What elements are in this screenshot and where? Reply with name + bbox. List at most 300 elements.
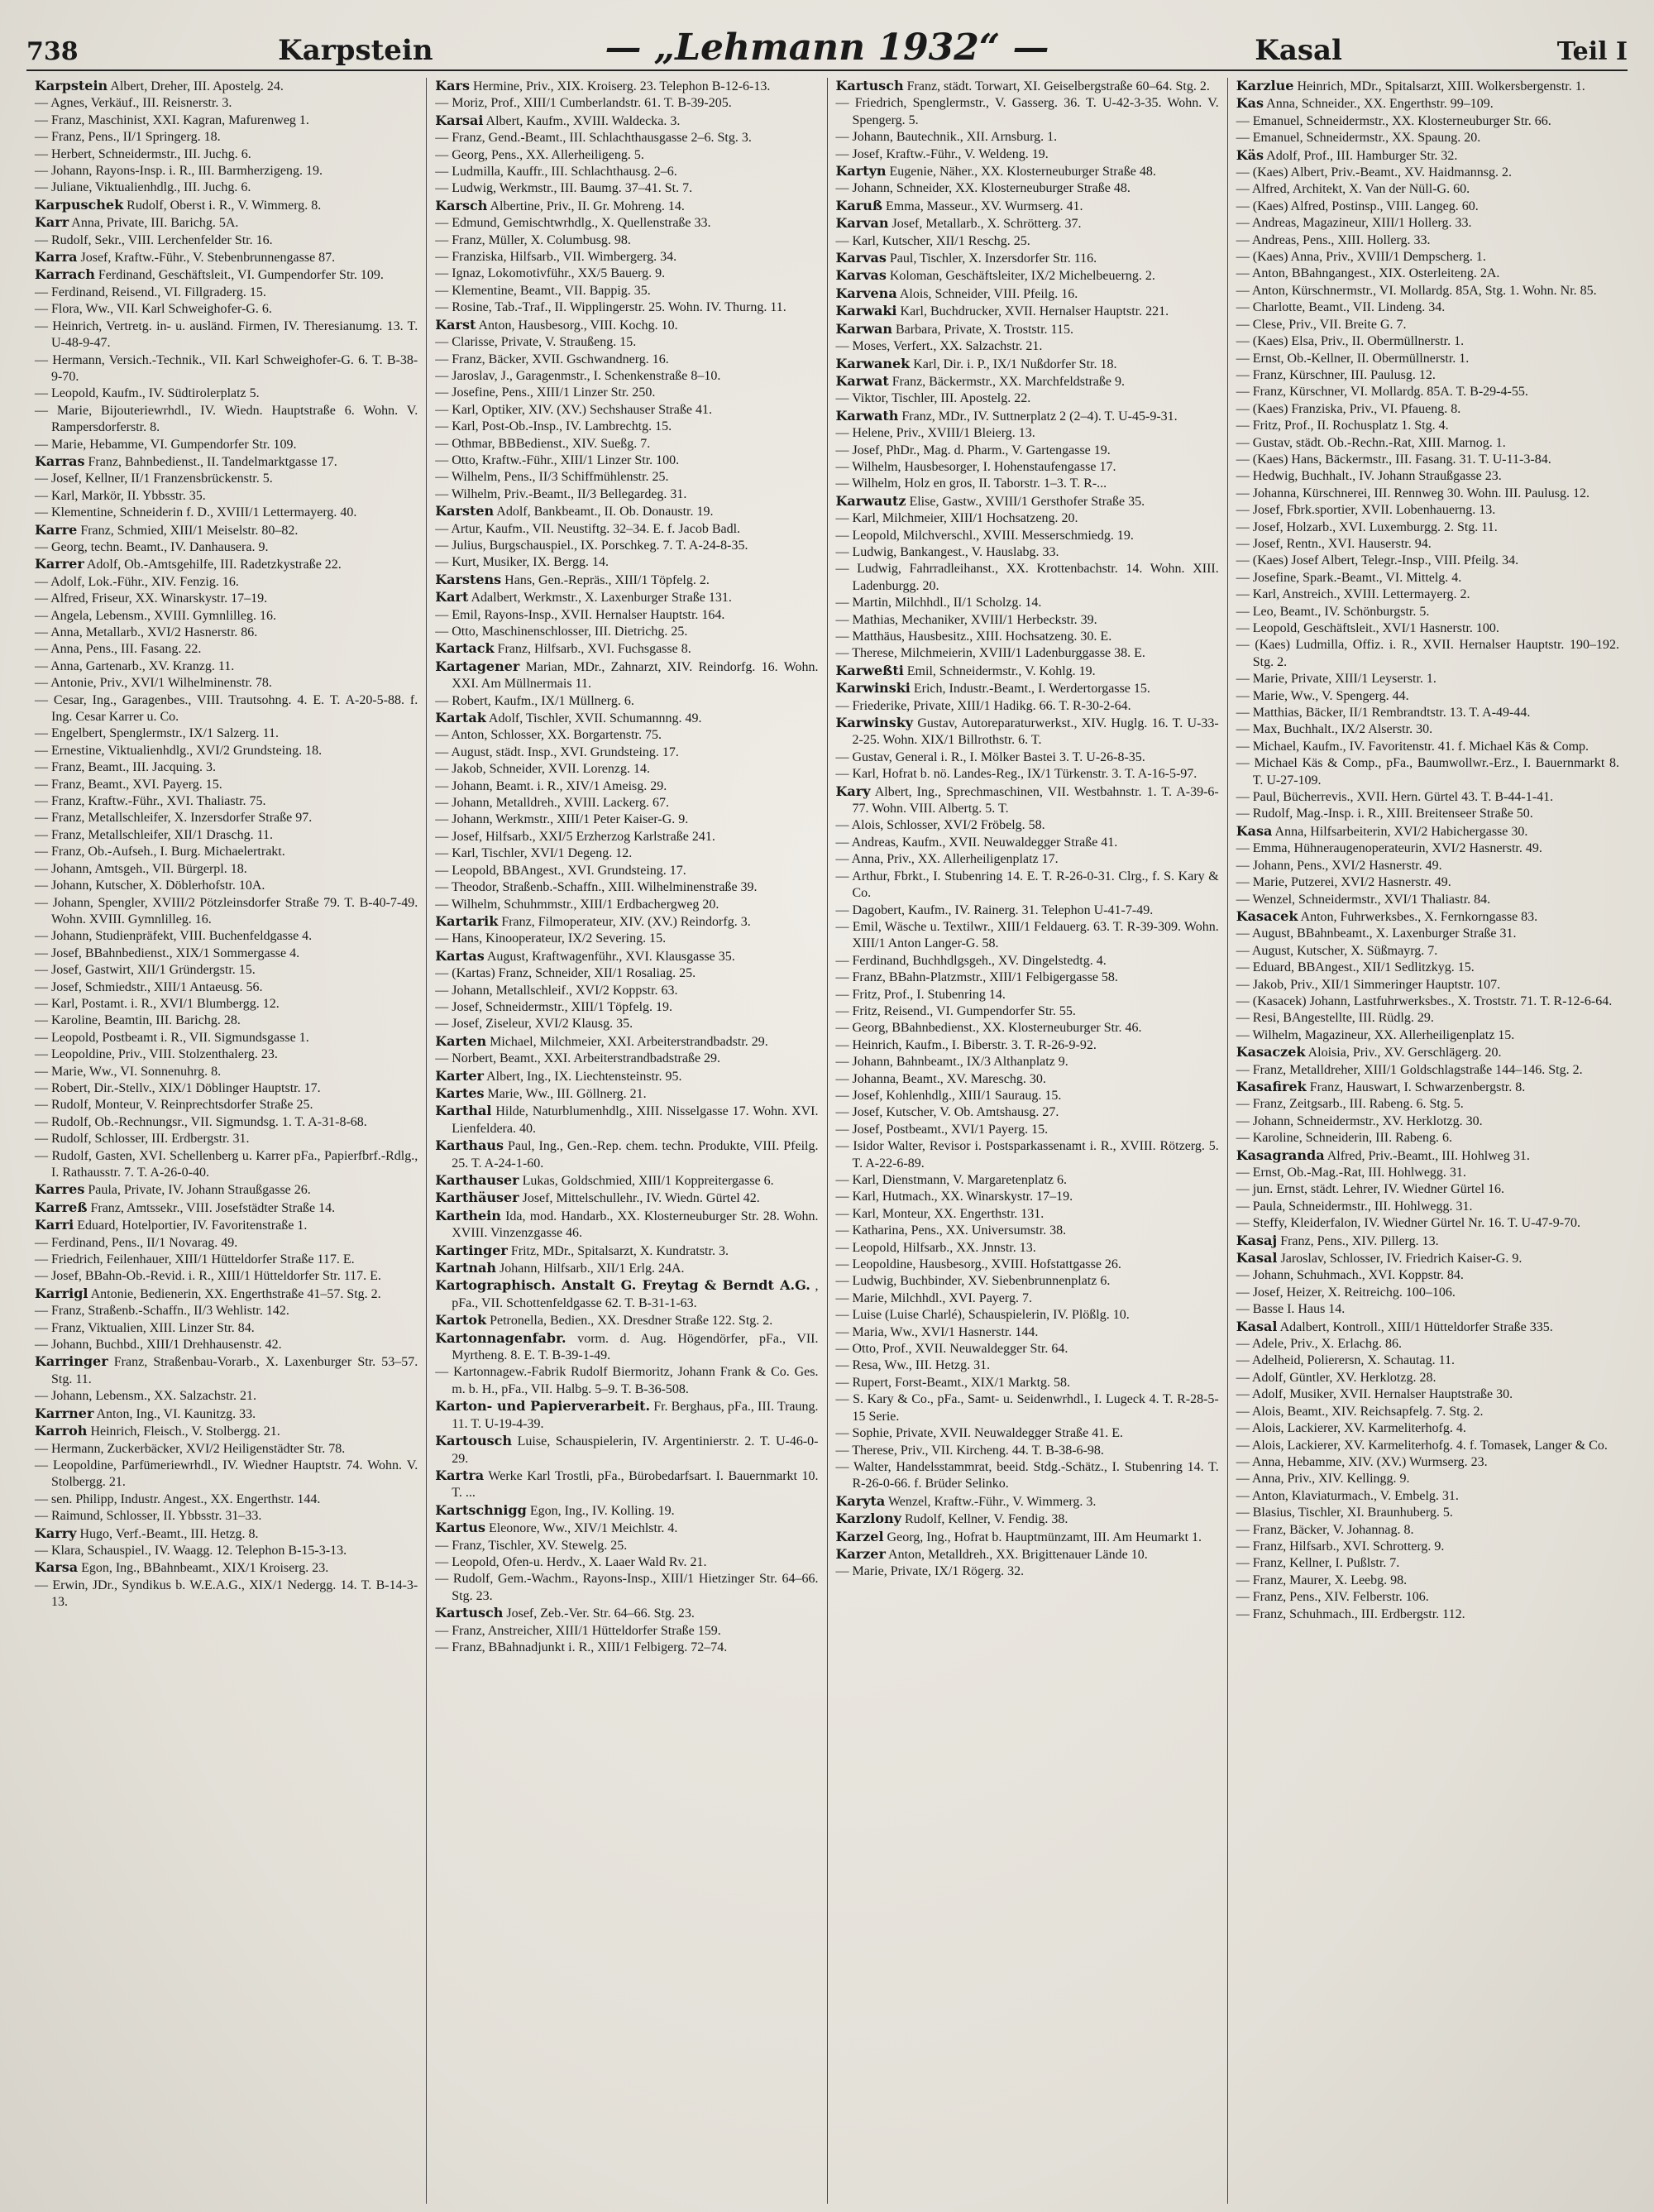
entry-details: — Otto, Maschinenschlosser, III. Dietrichg. 25. <box>435 625 688 639</box>
entry-details: — Johann, Pens., XVI/2 Hasnerstr. 49. <box>1236 858 1442 873</box>
entry-details: Anna, Schneider., XX. Engerthstr. 99–109. <box>1266 97 1494 112</box>
entry-details: — Rudolf, Sekr., VIII. Lerchenfelder Str. 16. <box>35 232 273 247</box>
entry-details: — Franz, BBahnadjunkt i. R., XIII/1 Felbigerg. 72–74. <box>435 1640 728 1654</box>
entry-details: — Raimund, Schlosser, II. Ybbsstr. 31–33. <box>35 1509 262 1524</box>
entry-details: — Heinrich, Vertretg. in- u. ausländ. Firmen, IV. Theresianumg. 13. T. U-48-9-47. <box>35 318 418 351</box>
directory-entry <box>35 266 418 284</box>
entry-details: Franz, Bäckermstr., XX. Marchfeldstraße 9. <box>892 374 1125 389</box>
entry-surname: Karsa <box>35 1559 79 1576</box>
entry-details: — (Kartas) Franz, Schneider, XII/1 Rosaliag. 25. <box>435 966 696 981</box>
entry-surname: Karsai <box>435 112 484 128</box>
entry-details: — Leopoldine, Priv., VIII. Stolzenthalerg. 23. <box>35 1047 278 1062</box>
directory-entry <box>1236 1606 1619 1623</box>
directory-entry <box>35 1303 418 1319</box>
entry-details: — Karl, Milchmeier, XIII/1 Hochsatzeng. 20. <box>835 511 1078 526</box>
entry-details: Anton, Metalldreh., XX. Brigittenauer Lände 10. <box>888 1547 1148 1562</box>
entry-surname: Karthaus <box>435 1137 504 1154</box>
entry-details: Michael, Milchmeier, XXI. Arbeiterstrandbadstr. 29. <box>490 1034 768 1049</box>
entry-details: — Maria, Ww., XVI/1 Hasnerstr. 144. <box>835 1324 1039 1339</box>
entry-details: — Franz, Metalldreher, XIII/1 Goldschlagstraße 144–146. Stg. 2. <box>1236 1062 1583 1077</box>
directory-entry <box>35 539 418 556</box>
entry-details: — Wilhelm, Schuhmmstr., XIII/1 Erdbachergweg 20. <box>435 897 719 912</box>
directory-entry <box>35 1131 418 1147</box>
entry-details: Karl, Dir. i. P., IX/1 Nußdorfer Str. 18. <box>913 357 1117 371</box>
entry-details: — Karl, Markör, II. Ybbsstr. 35. <box>35 488 206 503</box>
directory-entry <box>836 356 1219 373</box>
directory-entry <box>1236 892 1619 908</box>
directory-entry <box>35 574 418 591</box>
directory-entry <box>1236 806 1619 822</box>
directory-entry <box>35 1543 418 1559</box>
entry-details: — Alois, Schlosser, XVI/2 Fröbelg. 58. <box>835 818 1045 833</box>
directory-entry <box>836 250 1219 267</box>
entry-surname: Karten <box>435 1032 487 1049</box>
entry-details: Albert, Kaufm., XVIII. Waldecka. 3. <box>485 113 681 128</box>
column-1 <box>26 78 427 2204</box>
column-3 <box>828 78 1228 2204</box>
directory-entry <box>1236 587 1619 603</box>
directory-entry <box>1236 130 1619 146</box>
entry-details: Hilde, Naturblumenhdlg., XIII. Nisselgasse 17. Wohn. XVI. Lienfeldera. 40. <box>452 1104 819 1136</box>
directory-entry <box>836 95 1219 129</box>
entry-details: Werke Karl Trostli, pFa., Bürobedarfsart. I. Bauernmarkt 10. T. ... <box>452 1468 819 1501</box>
entry-details: — (Kaes) Franziska, Priv., VI. Pfaueng. 8. <box>1236 401 1461 416</box>
directory-entry <box>836 612 1219 629</box>
directory-entry <box>35 1217 418 1234</box>
directory-entry <box>1236 401 1619 418</box>
entry-surname: Karzlue <box>1236 78 1294 93</box>
entry-details: — Johann, Metallschleif., XVI/2 Koppstr. 63. <box>435 983 678 998</box>
entry-details: — Clarisse, Private, V. Straußeng. 15. <box>435 335 637 350</box>
directory-entry <box>35 861 418 878</box>
entry-details: Emil, Schneidermstr., V. Kohlg. 19. <box>906 663 1096 678</box>
entry-details: — Wenzel, Schneidermstr., XVI/1 Thaliastr. 84. <box>1236 892 1491 907</box>
entry-surname: Karzlony <box>835 1511 901 1527</box>
entry-details: — Rudolf, Mag.-Insp. i. R., XIII. Breitenseer Straße 50. <box>1236 807 1533 821</box>
directory-entry <box>435 1538 818 1554</box>
directory-entry <box>836 1341 1219 1357</box>
entry-details: — Johann, Amtsgeh., VII. Bürgerpl. 18. <box>35 861 247 876</box>
directory-entry <box>836 698 1219 715</box>
columns <box>26 78 1628 2204</box>
directory-entry <box>35 658 418 675</box>
directory-entry <box>435 283 818 299</box>
entry-details: — Resa, Ww., III. Hetzg. 31. <box>835 1358 991 1373</box>
directory-entry <box>1236 1488 1619 1505</box>
directory-entry <box>435 215 818 232</box>
entry-details: — Johann, Schneider, XX. Klosterneuburger Straße 48. <box>835 181 1131 196</box>
directory-entry <box>435 1571 818 1605</box>
entry-details: , pFa., VII. Schottenfeldgasse 62. T. B-31-1-63. <box>452 1279 819 1310</box>
directory-entry <box>1236 671 1619 687</box>
directory-entry <box>1236 789 1619 806</box>
entry-details: — Karl, Tischler, XVI/1 Degeng. 12. <box>435 846 633 861</box>
entry-details: — Paul, Bücherrevis., XVII. Hern. Gürtel 43. T. B-44-1-41. <box>1236 790 1554 805</box>
entry-details: — Resi, BAngestellte, III. Rüdlg. 29. <box>1236 1011 1434 1026</box>
entry-details: — Matthias, Bäcker, II/1 Rembrandtstr. 13. T. A-49-44. <box>1236 706 1531 721</box>
directory-entry <box>435 538 818 554</box>
entry-details: — Adolf, Musiker, XVII. Hernalser Hauptstraße 30. <box>1236 1387 1513 1402</box>
directory-entry <box>35 1508 418 1525</box>
entry-details: — Anton, Klaviaturmach., V. Embelg. 31. <box>1236 1488 1459 1503</box>
directory-entry <box>435 164 818 180</box>
entry-details: — Franz, Anstreicher, XIII/1 Hütteldorfer Straße 159. <box>435 1623 721 1638</box>
directory-entry <box>435 1190 818 1207</box>
directory-entry <box>1236 1505 1619 1521</box>
directory-entry <box>35 197 418 214</box>
directory-entry <box>836 749 1219 766</box>
entry-details: — Franz, Kellner, I. Pußlstr. 7. <box>1236 1556 1400 1571</box>
entry-details: — Jakob, Priv., XII/1 Simmeringer Hauptstr. 107. <box>1236 977 1501 992</box>
entry-details: Barbara, Private, X. Troststr. 115. <box>895 322 1073 337</box>
directory-entry <box>35 1441 418 1458</box>
entry-details: — Franz, Pens., XIV. Felberstr. 106. <box>1236 1590 1429 1605</box>
directory-entry <box>1236 1181 1619 1198</box>
entry-surname: Karyta <box>835 1492 886 1509</box>
entry-details: — Clese, Priv., VII. Breite G. 7. <box>1236 317 1407 332</box>
directory-entry <box>1236 1370 1619 1386</box>
entry-details: — sen. Philipp, Industr. Angest., XX. Engerthstr. 144. <box>35 1491 321 1506</box>
entry-details: Karl, Buchdrucker, XVII. Hernalser Hauptstr. 221. <box>900 304 1169 319</box>
directory-entry <box>435 658 818 693</box>
directory-entry <box>836 783 1219 818</box>
directory-entry <box>35 827 418 844</box>
directory-entry <box>35 625 418 641</box>
entry-details: — Othmar, BBBedienst., XIV. Sueßg. 7. <box>435 436 651 451</box>
entry-details: Albertine, Priv., II. Gr. Mohreng. 14. <box>490 199 685 213</box>
entry-details: — Leopold, Ofen-u. Herdv., X. Laaer Wald Rv. 21. <box>435 1554 707 1569</box>
entry-details: — Johann, Schuhmach., XVI. Koppstr. 84. <box>1236 1268 1464 1283</box>
directory-entry <box>435 710 818 727</box>
entry-details: — Franz, Hilfsarb., XVI. Schrotterg. 9. <box>1236 1539 1445 1554</box>
directory-entry <box>35 522 418 539</box>
entry-details: Adolf, Bankbeamt., II. Ob. Donaustr. 19. <box>496 505 714 519</box>
entry-details: — Josef, Kohlenhdlg., XIII/1 Sauraug. 15. <box>835 1088 1062 1103</box>
entry-details: — Ferdinand, Pens., II/1 Novarag. 49. <box>35 1235 238 1250</box>
entry-details: Franz, Amtssekr., VIII. Josefstädter Straße 14. <box>90 1200 336 1215</box>
directory-entry <box>435 999 818 1016</box>
directory-entry <box>35 743 418 759</box>
entry-details: Alfred, Priv.-Beamt., III. Hohlweg 31. <box>1327 1148 1530 1163</box>
entry-surname: Kartok <box>435 1312 487 1329</box>
entry-surname: Kartus <box>435 1520 485 1536</box>
directory-entry <box>836 851 1219 868</box>
entry-details: Franz, städt. Torwart, XI. Geiselbergstraße 60–64. Stg. 2. <box>906 79 1210 93</box>
entry-details: Gustav, Autoreparaturwerkst., XIV. Huglg. 16. T. U-33-2-25. Wohn. XIX/1 Billrothstr. 6. T. <box>852 716 1219 748</box>
directory-entry <box>1236 181 1619 198</box>
directory-entry <box>1236 1267 1619 1284</box>
directory-entry <box>435 503 818 520</box>
entry-details: — Mathias, Mechaniker, XVIII/1 Herbeckstr. 39. <box>835 612 1097 627</box>
entry-details: Josef, Metallarb., X. Schrötterg. 37. <box>892 217 1082 232</box>
entry-details: — Gustav, General i. R., I. Mölker Bastei 3. T. U-26-8-35. <box>835 749 1145 764</box>
entry-details: Johann, Hilfsarb., XII/1 Erlg. 24A. <box>499 1262 685 1276</box>
directory-entry <box>35 488 418 505</box>
entry-details: — Alois, Beamt., XIV. Reichsapfelg. 7. Stg. 2. <box>1236 1404 1484 1419</box>
entry-details: — Anna, Gartenarb., XV. Kranzg. 11. <box>35 658 235 673</box>
directory-entry <box>836 285 1219 303</box>
directory-entry <box>35 285 418 301</box>
entry-details: Adalbert, Kontroll., XIII/1 Hütteldorfer Straße 335. <box>1279 1319 1553 1334</box>
entry-details: — Wilhelm, Priv.-Beamt., II/3 Bellegardeg. 31. <box>435 486 687 501</box>
entry-details: — Engelbert, Spenglermstr., IX/1 Salzerg. 11. <box>35 726 280 741</box>
entry-details: — Herbert, Schneidermstr., III. Juchg. 6. <box>35 146 251 161</box>
directory-entry <box>435 1312 818 1329</box>
entry-details: — Katharina, Pens., XX. Universumstr. 38. <box>835 1223 1067 1238</box>
directory-entry <box>435 761 818 778</box>
entry-details: — Ernestine, Viktualienhdlg., XVI/2 Grundsteing. 18. <box>35 743 323 758</box>
entry-details: — (Kaes) Albert, Priv.-Beamt., XV. Haidmannsg. 2. <box>1236 165 1513 180</box>
entry-details: — Adelheid, Polierersn, X. Schautag. 11. <box>1236 1353 1455 1368</box>
entry-details: — Ludmilla, Kauffr., III. Schlachthausg. 2–6. <box>435 165 677 180</box>
entry-details: — Rudolf, Monteur, V. Reinprechtsdorfer Straße 25. <box>35 1098 313 1113</box>
directory-entry <box>836 1206 1219 1223</box>
entry-surname: Karvena <box>835 285 897 301</box>
entry-details: Paula, Private, IV. Johann Straußgasse 26. <box>88 1183 311 1198</box>
directory-entry <box>435 795 818 812</box>
entry-details: — Charlotte, Beamt., VII. Lindeng. 34. <box>1236 300 1446 315</box>
entry-details: — Franz, Maschinist, XXI. Kagran, Mafurenweg 1. <box>35 113 309 127</box>
entry-details: — Theodor, Straßenb.-Schaffn., XIII. Wilhelminenstraße 39. <box>435 880 758 895</box>
entry-details: — Karl, Hofrat b. nö. Landes-Reg., IX/1 Türkenstr. 3. T. A-16-5-97. <box>835 767 1197 782</box>
directory-entry <box>836 390 1219 407</box>
directory-entry <box>435 624 818 640</box>
entry-details: Hans, Gen.-Repräs., XIII/1 Töpfelg. 2. <box>504 572 710 587</box>
entry-details: — Matthäus, Hausbesitz., XIII. Hochsatzeng. 30. E. <box>835 630 1112 644</box>
directory-entry <box>435 1277 818 1312</box>
directory-entry <box>35 113 418 129</box>
entry-details: — Marie, Putzerei, XVI/2 Hasnerstr. 49. <box>1236 875 1451 890</box>
entry-surname: Karwinsky <box>835 715 914 731</box>
entry-details: — Andreas, Pens., XIII. Hollerg. 33. <box>1236 232 1431 247</box>
directory-entry <box>1236 165 1619 181</box>
directory-entry <box>836 1054 1219 1070</box>
entry-surname: Karweßti <box>835 662 904 678</box>
directory-entry <box>1236 1147 1619 1165</box>
entry-details: — Adele, Priv., X. Erlachg. 86. <box>1236 1337 1403 1352</box>
entry-details: — Johann, Buchbd., XIII/1 Drehhausenstr. 42. <box>35 1338 282 1353</box>
entry-details: — August, BBahnbeamt., X. Laxenburger Straße 31. <box>1236 926 1517 941</box>
entry-details: — Josef, Fbrk.sportier, XVII. Lobenhauerng. 13. <box>1236 503 1496 518</box>
entry-details: Hugo, Verf.-Beamt., III. Hetzg. 8. <box>79 1526 259 1541</box>
entry-surname: Kartousch <box>435 1433 513 1449</box>
entry-details: — Johann, Metalldreh., XVIII. Lackerg. 67. <box>435 796 669 811</box>
directory-entry <box>35 1080 418 1097</box>
entry-surname: Karsten <box>435 503 495 519</box>
entry-surname: Karzer <box>835 1545 886 1562</box>
entry-details: — Kurt, Musiker, IX. Bergg. 14. <box>435 555 609 570</box>
directory-entry <box>435 812 818 828</box>
entry-details: Albert, Ing., Sprechmaschinen, VII. Westbahnstr. 1. T. A-39-6-77. Wohn. VIII. Albertg. 5. T. <box>852 784 1219 816</box>
entry-details: Erich, Industr.-Beamt., I. Werdertorgasse 15. <box>913 682 1150 697</box>
directory-entry <box>35 928 418 945</box>
directory-entry <box>35 1013 418 1029</box>
directory-entry <box>836 987 1219 1003</box>
directory-entry <box>35 249 418 266</box>
directory-entry <box>1236 823 1619 840</box>
entry-details: — Ludwig, Buchbinder, XV. Siebenbrunnenplatz 6. <box>835 1274 1111 1289</box>
directory-entry <box>836 835 1219 851</box>
entry-details: — Johann, Beamt. i. R., XIV/1 Ameisg. 29. <box>435 778 667 793</box>
entry-details: Paul, Ing., Gen.-Rep. chem. techn. Produkte, VIII. Pfeilg. 25. T. A-24-1-60. <box>452 1139 819 1171</box>
entry-details: — Moses, Verfert., XX. Salzachstr. 21. <box>835 339 1043 354</box>
directory-entry <box>836 1443 1219 1459</box>
first-entry-keyword: Karpstein <box>278 34 433 67</box>
entry-surname: Kartusch <box>435 1605 504 1621</box>
entry-surname: Kasacek <box>1236 907 1298 924</box>
entry-surname: Kartarik <box>435 912 499 929</box>
directory-entry <box>35 1235 418 1252</box>
entry-surname: Kartschnigg <box>435 1501 527 1518</box>
directory-entry <box>836 1020 1219 1037</box>
entry-details: Fritz, MDr., Spitalsarzt, X. Kundratstr. 3. <box>510 1243 729 1258</box>
directory-entry <box>435 640 818 658</box>
directory-entry <box>836 1425 1219 1442</box>
directory-entry <box>435 232 818 249</box>
directory-entry <box>435 1137 818 1172</box>
entry-details: — Anna, Pens., III. Fasang. 22. <box>35 642 202 657</box>
entry-details: — Wilhelm, Holz en gros, II. Taborstr. 1–3. T. R-... <box>835 476 1107 491</box>
entry-details: — Kartonnagew.-Fabrik Rudolf Biermoritz, Johann Frank & Co. Ges. m. b. H., pFa., VII. Halbg. 5–9. T. B-36-508. <box>435 1365 819 1396</box>
entry-surname: Karr <box>35 214 69 231</box>
directory-entry <box>836 408 1219 425</box>
entry-details: — Johanna, Beamt., XV. Mareschg. 30. <box>835 1071 1046 1086</box>
directory-entry <box>435 317 818 334</box>
directory-entry <box>836 1071 1219 1088</box>
directory-entry <box>836 233 1219 250</box>
entry-details: — Luise (Luise Charlé), Schauspielerin, IV. Plößlg. 10. <box>835 1308 1130 1323</box>
directory-entry <box>1236 1438 1619 1454</box>
entry-details: — Franz, Tischler, XV. Stewelg. 25. <box>435 1538 628 1553</box>
directory-entry <box>836 1563 1219 1580</box>
entry-details: — Steffy, Kleiderfalon, IV. Wiedner Gürtel Nr. 16. T. U-47-9-70. <box>1236 1216 1581 1231</box>
entry-details: — Flora, Ww., VII. Karl Schweighofer-G. 6. <box>35 302 272 317</box>
entry-details: Franz, Pens., XIV. Pillerg. 13. <box>1280 1233 1439 1248</box>
directory-entry <box>836 953 1219 970</box>
entry-surname: Karvan <box>835 215 889 232</box>
directory-entry <box>836 645 1219 662</box>
entry-details: — Franz, BBahn-Platzmstr., XIII/1 Felbigergasse 58. <box>835 970 1118 985</box>
entry-details: Petronella, Bedien., XX. Dresdner Straße 122. Stg. 2. <box>490 1314 773 1329</box>
entry-details: — Anna, Priv., XX. Allerheiligenplatz 17. <box>835 852 1059 867</box>
directory-entry <box>836 1104 1219 1121</box>
directory-entry <box>836 629 1219 645</box>
directory-entry <box>35 1388 418 1405</box>
entry-details: Franz, MDr., IV. Suttnerplatz 2 (2–4). T. U-45-9-31. <box>901 409 1178 424</box>
directory-entry <box>836 1273 1219 1290</box>
directory-entry <box>1236 637 1619 671</box>
entry-details: — Karl, Post-Ob.-Insp., IV. Lambrechtg. 15. <box>435 419 672 434</box>
entry-surname: Karringer <box>35 1353 108 1370</box>
entry-details: — Ernst, Ob.-Mag.-Rat, III. Hohlwegg. 31. <box>1236 1166 1466 1180</box>
directory-entry <box>35 777 418 793</box>
entry-details: — Therese, Priv., VII. Kircheng. 44. T. B-38-6-98. <box>835 1443 1104 1458</box>
entry-details: Josef, Zeb.-Ver. Str. 64–66. Stg. 23. <box>506 1606 695 1621</box>
entry-details: — Rudolf, Gasten, XVI. Schellenberg u. Karrer pFa., Papierfbrf.-Rdlg., I. Rathausstr. 7. T. A-26-0-40. <box>35 1148 418 1180</box>
directory-entry <box>836 215 1219 232</box>
entry-surname: Karvas <box>835 267 887 284</box>
entry-surname: Kas <box>1236 95 1264 112</box>
directory-entry <box>1236 299 1619 316</box>
entry-details: — Franz, Beamt., III. Jacquing. 3. <box>35 760 217 775</box>
entry-details: Franz, Straßenbau-Vorarb., X. Laxenburger Str. 53–57. Stg. 11. <box>51 1355 418 1386</box>
directory-entry <box>435 1016 818 1032</box>
directory-entry <box>35 1030 418 1046</box>
entry-surname: Karst <box>435 316 476 333</box>
entry-details: — Anton, Kürschnermstr., VI. Mollardg. 85A, Stg. 1. Wohn. Nr. 85. <box>1236 283 1597 298</box>
entry-details: — Julius, Burgschauspiel., IX. Porschkeg. 7. T. A-24-8-35. <box>435 538 748 553</box>
entry-details: — Klementine, Beamt., VII. Bappig. 35. <box>435 283 651 298</box>
entry-details: — Josef, Hilfsarb., XXI/5 Erzherzog Karlstraße 241. <box>435 829 715 844</box>
entry-details: — Marie, Hebamme, VI. Gumpendorfer Str. 109. <box>35 437 297 452</box>
entry-details: — Gustav, städt. Ob.-Rechn.-Rat, XIII. Marnog. 1. <box>1236 435 1506 450</box>
directory-entry <box>1236 1319 1619 1336</box>
entry-surname: Karri <box>35 1217 74 1233</box>
directory-entry <box>35 1199 418 1217</box>
directory-entry <box>836 338 1219 355</box>
directory-entry <box>1236 468 1619 485</box>
directory-entry <box>836 1257 1219 1273</box>
directory-entry <box>836 715 1219 749</box>
entry-details: — Johann, Kutscher, X. Döblerhofstr. 10A. <box>35 879 265 893</box>
entry-details: — Wilhelm, Hausbesorger, I. Hohenstaufengasse 17. <box>835 459 1116 474</box>
directory-entry <box>1236 1420 1619 1437</box>
entry-surname: Karwat <box>835 372 889 389</box>
directory-entry <box>1236 1215 1619 1232</box>
entry-details: — Karoline, Beamtin, III. Barichg. 28. <box>35 1013 241 1028</box>
directory-entry <box>35 146 418 163</box>
directory-entry <box>836 1003 1219 1020</box>
directory-entry <box>836 267 1219 285</box>
entry-details: Fr. Berghaus, pFa., III. Traung. 11. T. U-19-4-39. <box>452 1400 819 1431</box>
directory-entry <box>435 1068 818 1085</box>
entry-details: — Josefine, Spark.-Beamt., VI. Mittelg. 4. <box>1236 570 1462 585</box>
directory-entry <box>435 983 818 999</box>
entry-details: — Johann, Rayons-Insp. i. R., III. Barmherzigeng. 19. <box>35 164 323 179</box>
directory-entry <box>836 663 1219 680</box>
directory-entry <box>35 1064 418 1080</box>
entry-details: — Dagobert, Kaufm., IV. Rainerg. 31. Telephon U-41-7-49. <box>835 903 1154 917</box>
entry-details: Adolf, Ob.-Amtsgehilfe, III. Radetzkystraße 22. <box>86 558 342 572</box>
directory-entry <box>1236 113 1619 130</box>
directory-entry <box>1236 908 1619 926</box>
entry-surname: Kasal <box>1236 1318 1278 1334</box>
entry-details: — Johann, Werkmstr., XIII/1 Peter Kaiser-G. 9. <box>435 812 689 827</box>
entry-details: Adolf, Tischler, XVII. Schumannng. 49. <box>488 711 702 726</box>
entry-details: — Franz, Pens., II/1 Springerg. 18. <box>35 130 221 145</box>
directory-entry <box>35 962 418 979</box>
directory-entry <box>1236 620 1619 637</box>
directory-entry <box>435 95 818 112</box>
entry-details: — Leopold, Kaufm., IV. Südtirolerplatz 5. <box>35 386 260 401</box>
directory-entry <box>1236 960 1619 976</box>
entry-surname: Karroh <box>35 1423 88 1439</box>
entry-details: — Johann, Spengler, XVIII/2 Pötzleinsdorfer Straße 79. T. B-40-7-49. Wohn. XVIII. Gymnlilleg. 16. <box>35 895 418 926</box>
directory-entry <box>435 436 818 452</box>
entry-surname: Karwanek <box>835 355 911 371</box>
entry-details: Albert, Ing., IX. Liechtensteinstr. 95. <box>486 1069 682 1084</box>
entry-details: August, Kraftwagenführ., XVI. Klausgasse 35. <box>486 949 735 964</box>
entry-details: — Franz, Bäcker, V. Johannag. 8. <box>1236 1522 1414 1537</box>
entry-surname: Karsch <box>435 197 488 213</box>
directory-entry <box>435 1242 818 1260</box>
entry-details: — Alois, Lackierer, XV. Karmeliterhofg. 4. <box>1236 1421 1466 1436</box>
entry-details: — Rudolf, Gem.-Wachm., Rayons-Insp., XIII/1 Hietzinger Str. 64–66. Stg. 23. <box>435 1572 819 1603</box>
directory-entry <box>836 1307 1219 1324</box>
directory-entry <box>836 459 1219 476</box>
entry-details: Emma, Masseur., XV. Wurmserg. 41. <box>886 199 1083 213</box>
directory-entry <box>836 1189 1219 1205</box>
